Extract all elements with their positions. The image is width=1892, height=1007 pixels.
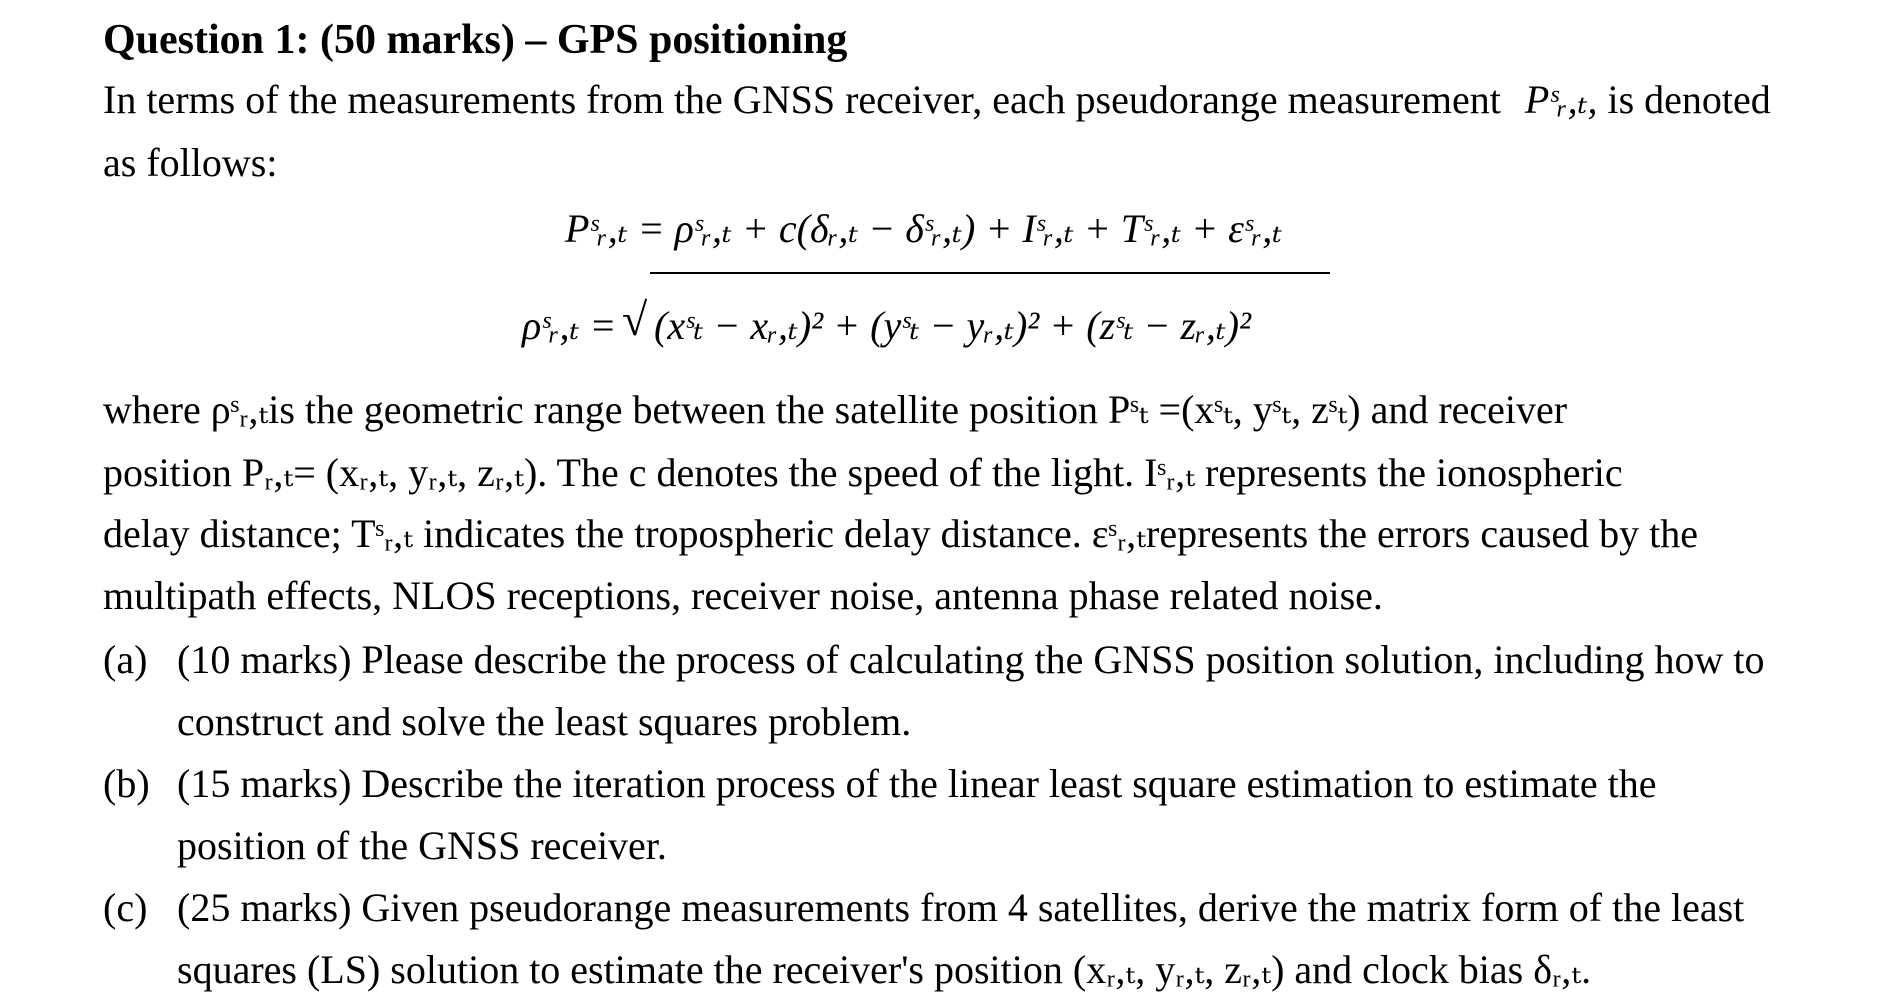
- question-heading: Question 1: (50 marks) – GPS positioning: [103, 17, 848, 63]
- part-a-line-2: construct and solve the least squares problem.: [177, 699, 912, 744]
- body-line-3: delay distance; Tˢᵣ,ₜ indicates the tropospheric delay distance. εˢᵣ,ₜrepresents the errors caused by the: [103, 511, 1699, 556]
- range-equation-rhs: (xˢₜ − xᵣ,ₜ)² + (yˢₜ − yᵣ,ₜ)² + (zˢₜ − zᵣ,ₜ)²: [654, 303, 1252, 348]
- range-equation-lhs: ρˢᵣ,ₜ =: [522, 303, 617, 348]
- pseudorange-symbol: Pˢᵣ,ₜ,: [1524, 77, 1598, 122]
- intro-line-2: as follows:: [103, 140, 278, 185]
- body-line-1: where ρˢᵣ,ₜis the geometric range between the satellite position Pˢₜ =(xˢₜ, yˢₜ, zˢₜ) and receiver: [103, 387, 1568, 432]
- body-line-2: position Pᵣ,ₜ= (xᵣ,ₜ, yᵣ,ₜ, zᵣ,ₜ). The c denotes the speed of the light. Iˢᵣ,ₜ represents the ionospheric: [103, 450, 1623, 495]
- sqrt-bar: [650, 272, 1330, 274]
- intro-text-a: In terms of the measurements from the GNSS receiver, each pseudorange measurement: [103, 77, 1501, 122]
- part-c-label: (c): [103, 885, 148, 930]
- part-b-line-2: position of the GNSS receiver.: [177, 823, 667, 868]
- intro-line-1: [103, 76, 1771, 124]
- part-b-label: (b): [103, 761, 150, 806]
- sqrt-sign: √: [622, 294, 648, 345]
- part-a-line-1: (10 marks) Please describe the process of calculating the GNSS position solution, including how to: [177, 637, 1765, 682]
- body-line-4: multipath effects, NLOS receptions, receiver noise, antenna phase related noise.: [103, 573, 1383, 618]
- part-a-label: (a): [103, 637, 148, 682]
- intro-text-b: is denoted: [1607, 77, 1771, 122]
- part-b-line-1: (15 marks) Describe the iteration process of the linear least square estimation to estimate the: [177, 761, 1657, 806]
- part-c-line-1: (25 marks) Given pseudorange measurements from 4 satellites, derive the matrix form of the least: [177, 885, 1745, 930]
- part-c-line-2: squares (LS) solution to estimate the receiver's position (xᵣ,ₜ, yᵣ,ₜ, zᵣ,ₜ) and clock bias δᵣ,ₜ.: [177, 947, 1592, 992]
- pseudorange-equation: Pˢᵣ,ₜ = ρˢᵣ,ₜ + c(δᵣ,ₜ − δˢᵣ,ₜ) + Iˢᵣ,ₜ + Tˢᵣ,ₜ + εˢᵣ,ₜ: [565, 206, 1283, 251]
